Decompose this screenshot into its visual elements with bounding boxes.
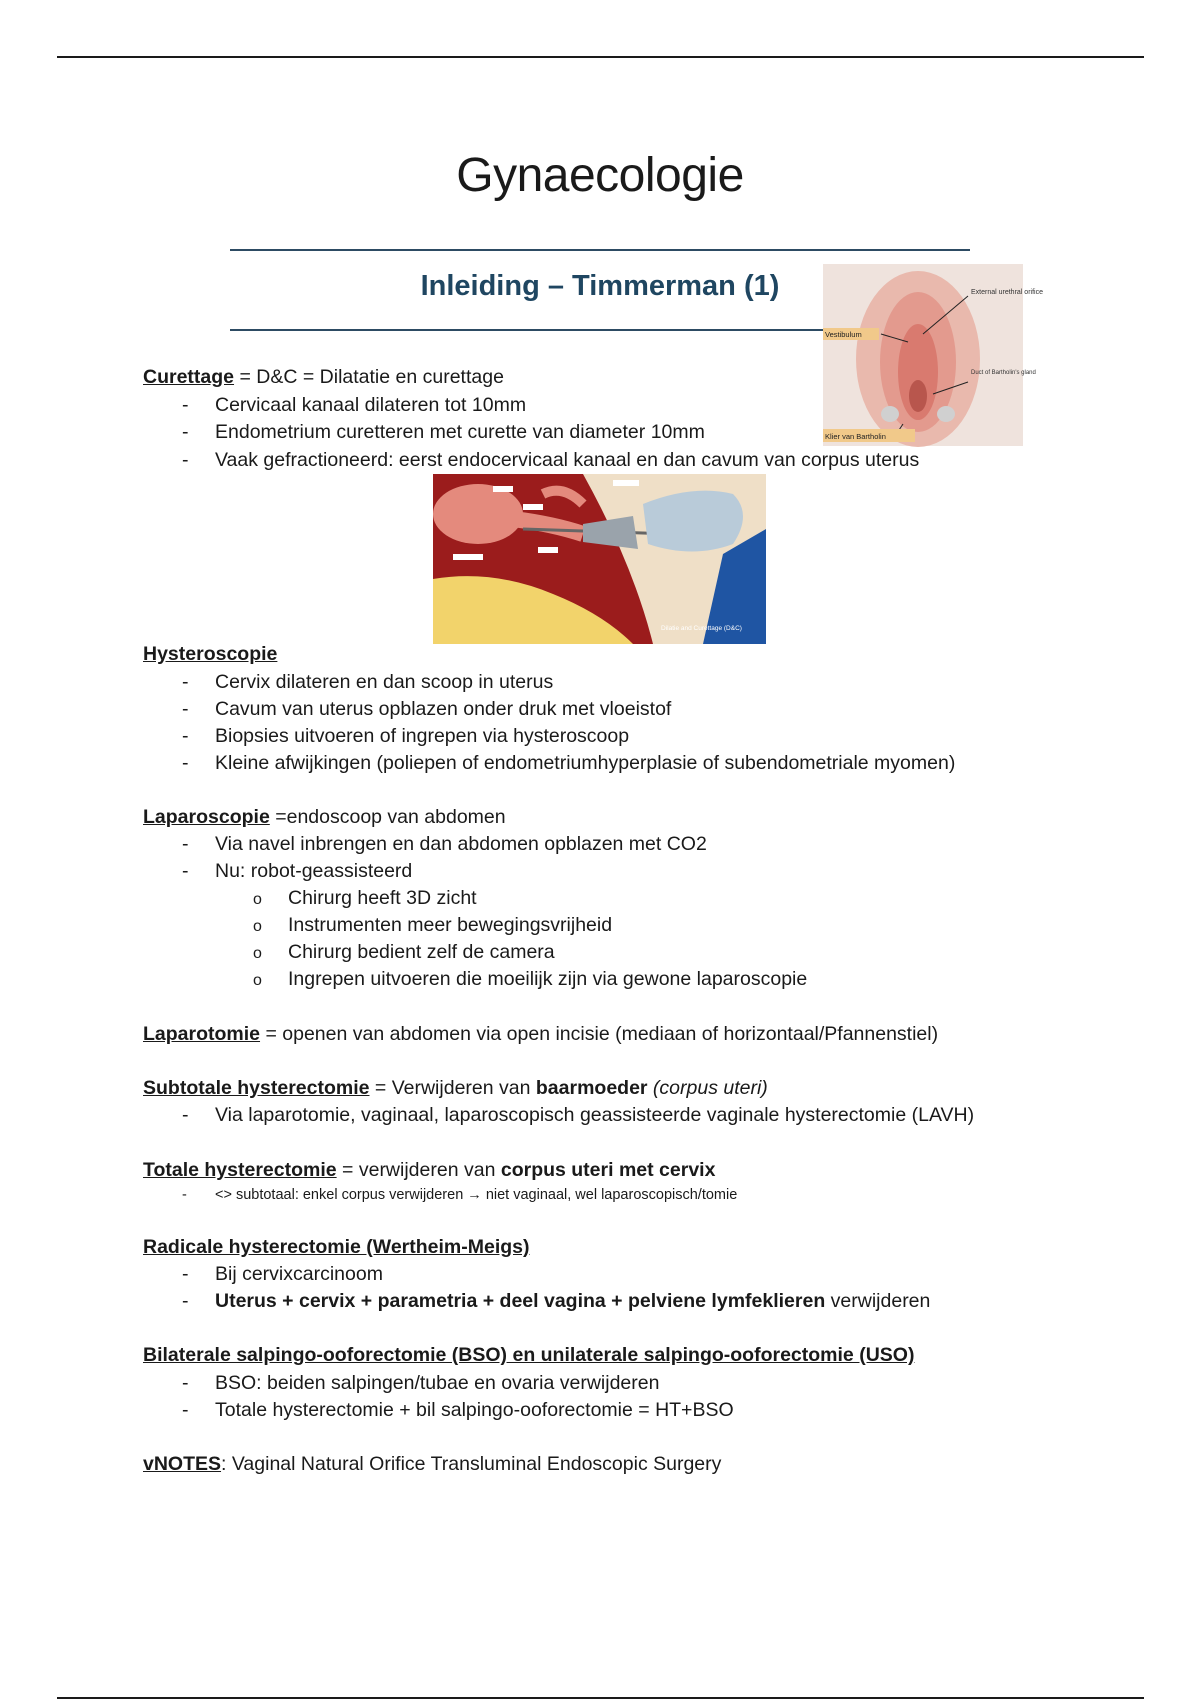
vaginal-orifice-shape <box>909 380 927 412</box>
definition-text: = D&C = Dilatatie en curettage <box>234 366 504 388</box>
dash-bullet: - <box>182 725 189 747</box>
small-label <box>613 480 639 486</box>
dash-bullet: - <box>182 1372 189 1394</box>
list-item-text: Vaak gefractioneerd: eerst endocervicaal kanaal en dan cavum van corpus uterus <box>215 449 920 471</box>
definition-bold: corpus uteri met cervix <box>500 1159 716 1181</box>
list-item <box>182 1104 974 1127</box>
list-item <box>182 1399 734 1422</box>
dash-bullet: - <box>182 860 189 882</box>
sub-list-item <box>253 941 555 964</box>
list-item <box>182 421 705 444</box>
sub-list-item <box>253 968 807 991</box>
circle-bullet: o <box>253 972 262 989</box>
vnotes-definition <box>143 1453 721 1476</box>
label-external-urethral-orifice: External urethral orifice <box>971 289 1043 296</box>
list-item-text: Nu: robot-geassisteerd <box>215 860 413 882</box>
list-item-text: Cervix dilateren en dan scoop in uterus <box>215 671 554 693</box>
vulva-anatomy-figure <box>823 264 1043 446</box>
definition-text: =endoscoop van abdomen <box>269 806 506 828</box>
figure-caption: Dilatie and Curettage (D&C) <box>661 625 742 632</box>
list-item <box>182 833 707 856</box>
list-item <box>182 698 671 721</box>
curettage-procedure-figure <box>433 474 766 644</box>
curettage-definition <box>143 366 504 389</box>
sub-item-text: Chirurg heeft 3D zicht <box>288 887 477 909</box>
bso-uso-heading <box>143 1344 914 1367</box>
list-item-text: Totale hysterectomie + bil salpingo-ooforectomie = HT+BSO <box>215 1399 734 1421</box>
list-item-text: Kleine afwijkingen (poliepen of endometriumhyperplasie of subendometriale myomen) <box>215 752 956 774</box>
dash-bullet: - <box>182 394 189 416</box>
list-item-text: Biopsies uitvoeren of ingrepen via hysteroscoop <box>215 725 630 747</box>
subtotale-hysterectomie-definition <box>143 1077 768 1100</box>
definition-text: = openen van abdomen via open incisie (mediaan of horizontaal/Pfannenstiel) <box>260 1023 939 1045</box>
term-radicale-hysterectomie: Radicale hysterectomie (Wertheim-Meigs) <box>143 1236 530 1258</box>
dash-bullet: - <box>182 449 189 471</box>
bottom-rule <box>57 1697 1144 1699</box>
small-label <box>523 504 543 510</box>
uterus-shape <box>433 484 523 544</box>
section-heading: Inleiding – Timmerman (1) <box>420 270 780 302</box>
list-item <box>182 725 629 748</box>
circle-bullet: o <box>253 918 262 935</box>
dash-bullet: - <box>182 1187 187 1203</box>
circle-bullet: o <box>253 891 262 908</box>
heading-rule-bottom <box>230 329 840 331</box>
list-item-text: Bij cervixcarcinoom <box>215 1263 383 1285</box>
list-item <box>182 1290 930 1313</box>
term-hysteroscopie: Hysteroscopie <box>143 643 278 665</box>
sub-list-item <box>253 914 612 937</box>
list-item-text: Via laparotomie, vaginaal, laparoscopisch geassisteerde vaginale hysterectomie (LAVH) <box>215 1104 975 1126</box>
label-duct-bartholin: Duct of Bartholin's gland <box>971 370 1036 376</box>
term-subtotale-hysterectomie: Subtotale hysterectomie <box>143 1077 370 1099</box>
circle-bullet: o <box>253 945 262 962</box>
sub-item-text: Ingrepen uitvoeren die moeilijk zijn via gewone laparoscopie <box>288 968 808 990</box>
dash-bullet: - <box>182 698 189 720</box>
bartholin-gland-left <box>881 406 899 422</box>
sub-item-text: Chirurg bedient zelf de camera <box>288 941 555 963</box>
label-klier-van-bartholin: Klier van Bartholin <box>825 432 886 441</box>
sub-item-text: Instrumenten meer bewegingsvrijheid <box>288 914 613 936</box>
label-vestibulum: Vestibulum <box>825 330 862 339</box>
definition-italic: (corpus uteri) <box>647 1077 768 1099</box>
dash-bullet: - <box>182 833 189 855</box>
list-item <box>182 860 412 883</box>
list-item-text: <> subtotaal: enkel corpus verwijderen → niet vaginaal, wel laparoscopisch/tomie <box>215 1187 738 1203</box>
list-item-text: Endometrium curetteren met curette van diameter 10mm <box>215 421 705 443</box>
list-item <box>182 1263 383 1286</box>
list-item-bold: Uterus + cervix + parametria + deel vagina + pelviene lymfeklieren <box>215 1290 826 1312</box>
sub-list-item <box>253 887 477 910</box>
top-rule <box>57 56 1144 58</box>
list-item-text: verwijderen <box>825 1290 931 1312</box>
dash-bullet: - <box>182 1399 189 1421</box>
laparoscopie-definition <box>143 806 506 829</box>
definition-text: = Verwijderen van <box>369 1077 536 1099</box>
dash-bullet: - <box>182 1290 189 1312</box>
dash-bullet: - <box>182 421 189 443</box>
dash-bullet: - <box>182 671 189 693</box>
list-item <box>182 1187 737 1203</box>
document-title: Gynaecologie <box>456 149 744 202</box>
term-vnotes: vNOTES <box>143 1453 222 1475</box>
bartholin-gland-right <box>937 406 955 422</box>
list-item <box>182 1372 659 1395</box>
radicale-hysterectomie-heading <box>143 1236 530 1259</box>
term-bso-uso: Bilaterale salpingo-ooforectomie (BSO) en unilaterale salpingo-ooforectomie (USO) <box>143 1344 915 1366</box>
term-laparotomie: Laparotomie <box>143 1023 261 1045</box>
dash-bullet: - <box>182 752 189 774</box>
dash-bullet: - <box>182 1263 189 1285</box>
list-item <box>182 394 526 417</box>
list-item <box>182 449 919 472</box>
small-label <box>538 547 558 553</box>
laparotomie-definition <box>143 1023 938 1046</box>
definition-bold: baarmoeder <box>535 1077 648 1099</box>
list-item-text: BSO: beiden salpingen/tubae en ovaria verwijderen <box>215 1372 660 1394</box>
term-curettage: Curettage <box>143 366 235 388</box>
list-item-text: Via navel inbrengen en dan abdomen opblazen met CO2 <box>215 833 707 855</box>
hysteroscopie-heading <box>143 643 277 666</box>
list-item-text: Cavum van uterus opblazen onder druk met vloeistof <box>215 698 672 720</box>
gloved-hand-shape <box>643 491 743 552</box>
term-totale-hysterectomie: Totale hysterectomie <box>143 1159 337 1181</box>
small-label <box>493 486 513 492</box>
list-item <box>182 671 553 694</box>
definition-text: : Vaginal Natural Orifice Transluminal Endoscopic Surgery <box>221 1453 722 1475</box>
heading-rule-top <box>230 249 970 251</box>
list-item-text: Cervicaal kanaal dilateren tot 10mm <box>215 394 527 416</box>
small-label <box>453 554 483 560</box>
term-laparoscopie: Laparoscopie <box>143 806 270 828</box>
definition-text: = verwijderen van <box>336 1159 501 1181</box>
totale-hysterectomie-definition <box>143 1159 715 1182</box>
list-item <box>182 752 955 775</box>
dash-bullet: - <box>182 1104 189 1126</box>
